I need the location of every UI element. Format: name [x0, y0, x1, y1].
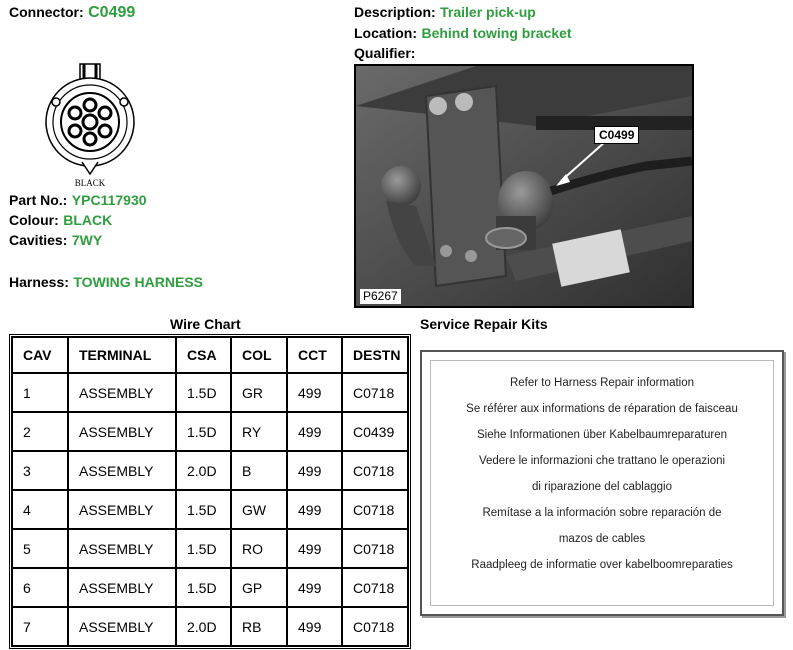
cell-csa: 1.5D: [176, 529, 231, 568]
wire-chart-row: [12, 529, 408, 568]
cell-terminal: ASSEMBLY: [68, 529, 176, 568]
cell-cct: 499: [287, 607, 342, 646]
cell-csa: 1.5D: [176, 373, 231, 412]
harness-label: Harness:: [9, 274, 69, 290]
header-cct: CCT: [287, 337, 342, 373]
cell-cct: 499: [287, 412, 342, 451]
location-label: Location:: [354, 25, 417, 41]
cell-destn: C0718: [342, 607, 408, 646]
cell-terminal: ASSEMBLY: [68, 451, 176, 490]
header-cav: CAV: [12, 337, 68, 373]
cell-col: RY: [231, 412, 287, 451]
cell-cav: 7: [12, 607, 68, 646]
wire-chart-row: [12, 412, 408, 451]
repair-kit-line: Siehe Informationen über Kabelbaumreparaturen: [477, 429, 727, 441]
cell-csa: 1.5D: [176, 490, 231, 529]
cell-col: GR: [231, 373, 287, 412]
cavities-value: 7WY: [71, 232, 103, 248]
header-col: COL: [231, 337, 287, 373]
cell-csa: 1.5D: [176, 568, 231, 607]
wire-chart-row: [12, 607, 408, 646]
cell-destn: C0718: [342, 490, 408, 529]
cell-col: RB: [231, 607, 287, 646]
colour-value: BLACK: [63, 212, 113, 228]
cell-destn: C0718: [342, 373, 408, 412]
cell-cav: 4: [12, 490, 68, 529]
cell-destn: C0718: [342, 529, 408, 568]
cell-cav: 5: [12, 529, 68, 568]
wire-chart-row: [12, 373, 408, 412]
repair-kit-line: Remítase a la información sobre reparación de: [482, 507, 722, 519]
connector-face-icon: [42, 62, 138, 192]
photo-image: [356, 66, 692, 306]
cavities-row: [9, 232, 102, 250]
cell-cct: 499: [287, 373, 342, 412]
cell-col: RO: [231, 529, 287, 568]
cell-destn: C0439: [342, 412, 408, 451]
description-value: Trailer pick-up: [440, 4, 536, 20]
cell-terminal: ASSEMBLY: [68, 568, 176, 607]
connector-face-caption: BLACK: [74, 178, 106, 188]
part-no-value: YPC117930: [71, 192, 147, 208]
repair-kit-line: mazos de cables: [558, 533, 646, 545]
repair-kit-line: Vedere le informazioni che trattano le operazioni: [478, 455, 726, 467]
qualifier-row: [354, 45, 415, 63]
cell-terminal: ASSEMBLY: [68, 490, 176, 529]
cell-col: GP: [231, 568, 287, 607]
description-label: Description:: [354, 4, 436, 20]
cell-terminal: ASSEMBLY: [68, 373, 176, 412]
colour-label: Colour:: [9, 212, 59, 228]
part-no-row: [9, 192, 147, 210]
location-row: [354, 25, 572, 43]
cell-cav: 1: [12, 373, 68, 412]
cell-cav: 6: [12, 568, 68, 607]
description-row: [354, 4, 536, 22]
part-no-label: Part No.:: [9, 192, 68, 208]
wire-chart-row: [12, 568, 408, 607]
cell-terminal: ASSEMBLY: [68, 607, 176, 646]
connector-location-photo: [354, 64, 694, 308]
repair-kit-line: Refer to Harness Repair information: [509, 377, 695, 389]
header-csa: CSA: [176, 337, 231, 373]
repair-kit-line: di riparazione del cablaggio: [531, 481, 672, 493]
cavities-label: Cavities:: [9, 232, 68, 248]
connector-label: Connector:: [9, 4, 84, 20]
cell-csa: 2.0D: [176, 607, 231, 646]
cell-cct: 499: [287, 529, 342, 568]
cell-terminal: ASSEMBLY: [68, 412, 176, 451]
cell-col: GW: [231, 490, 287, 529]
cell-col: B: [231, 451, 287, 490]
cell-csa: 1.5D: [176, 412, 231, 451]
repair-kits-inner: [430, 360, 774, 606]
harness-value: TOWING HARNESS: [73, 274, 204, 290]
wire-chart-body: [12, 373, 408, 646]
photo-reference-label: P6267: [360, 289, 401, 304]
header-terminal: TERMINAL: [68, 337, 176, 373]
cell-cct: 499: [287, 568, 342, 607]
wire-chart-row: [12, 451, 408, 490]
cell-destn: C0718: [342, 568, 408, 607]
qualifier-label: Qualifier:: [354, 45, 416, 61]
connector-value: C0499: [88, 4, 136, 21]
cell-cav: 2: [12, 412, 68, 451]
repair-kits-title: Service Repair Kits: [420, 316, 548, 332]
harness-row: [9, 274, 203, 292]
wire-chart-table: [9, 334, 411, 649]
cell-destn: C0718: [342, 451, 408, 490]
repair-kit-line: Raadpleeg de informatie over kabelboomreparaties: [471, 559, 733, 571]
cell-csa: 2.0D: [176, 451, 231, 490]
repair-kits-panel: [420, 350, 784, 616]
repair-kit-line: Se référer aux informations de réparation de faisceau: [466, 403, 738, 415]
cell-cct: 499: [287, 490, 342, 529]
connector-row: [9, 4, 135, 22]
photo-callout-label: C0499: [594, 126, 639, 144]
location-value: Behind towing bracket: [421, 25, 572, 41]
wire-chart-header-row: [12, 337, 408, 373]
cell-cct: 499: [287, 451, 342, 490]
header-destn: DESTN: [342, 337, 408, 373]
wire-chart-row: [12, 490, 408, 529]
connector-face-diagram: [42, 62, 138, 192]
cell-cav: 3: [12, 451, 68, 490]
wire-chart-title: Wire Chart: [170, 316, 241, 332]
colour-row: [9, 212, 112, 230]
